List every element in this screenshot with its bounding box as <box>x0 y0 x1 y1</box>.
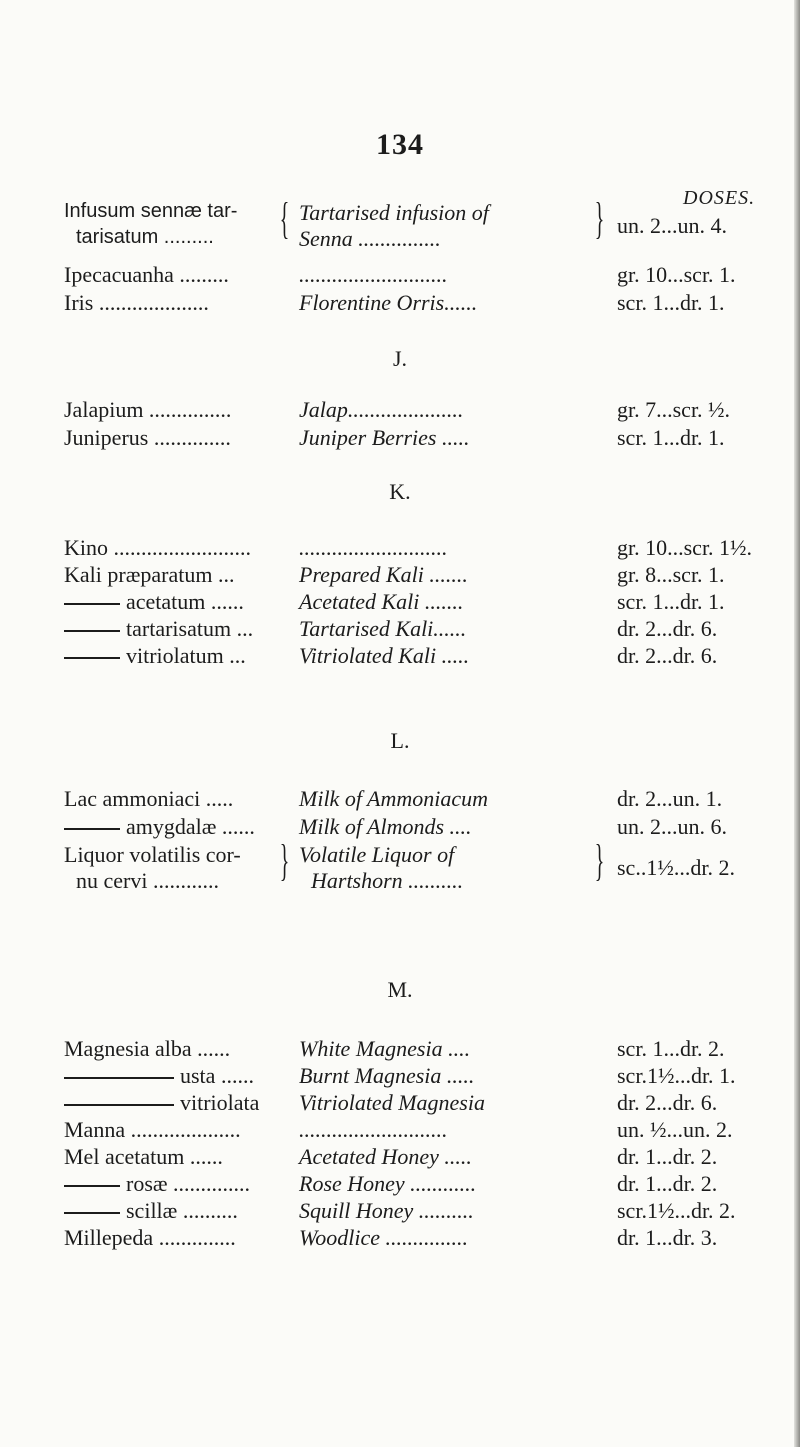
table-row <box>64 1144 774 1174</box>
latin-name-text: vitriolata <box>180 1090 260 1115</box>
latin-name: Kino ......................... <box>64 535 251 560</box>
table-row <box>64 1117 774 1147</box>
dose: dr. 2...dr. 6. <box>617 1090 718 1115</box>
table-row <box>64 290 774 320</box>
section-letter-l: L. <box>390 728 410 753</box>
latin-name: Lac ammoniaci ..... <box>64 786 234 811</box>
dose: gr. 10...scr. 1. <box>617 262 736 287</box>
english-name: Tartarised Kali...... <box>299 616 467 641</box>
dose: dr. 1...dr. 3. <box>617 1225 718 1250</box>
latin-name-text: amygdalæ ...... <box>126 814 255 839</box>
dose: scr. 1...dr. 1. <box>617 589 725 614</box>
english-name: Vitriolated Magnesia <box>299 1090 485 1115</box>
latin-name-line1: Liquor volatilis cor- <box>64 842 241 867</box>
english-name-line2: Senna ............... <box>299 226 441 251</box>
table-row <box>64 1198 774 1228</box>
english-name: ........................... <box>299 1117 448 1142</box>
english-name <box>299 842 604 893</box>
latin-name <box>64 1090 294 1116</box>
table-row <box>64 425 774 455</box>
english-name: Vitriolated Kali ..... <box>299 643 470 668</box>
english-name: Florentine Orris...... <box>299 290 478 315</box>
ditto-dash <box>64 1212 120 1214</box>
dose: gr. 7...scr. ½. <box>617 397 731 422</box>
english-name: Rose Honey ............ <box>299 1171 477 1196</box>
dose: un. 2...un. 4. <box>617 213 727 238</box>
table-row <box>64 1225 774 1255</box>
english-name: Woodlice ............... <box>299 1225 469 1250</box>
english-name: Squill Honey .......... <box>299 1198 474 1223</box>
ditto-dash <box>64 1104 174 1106</box>
table-row <box>64 535 774 565</box>
latin-name-line2: nu cervi ............ <box>76 868 219 893</box>
table-row <box>64 1090 774 1120</box>
latin-name <box>64 842 294 893</box>
latin-name: Iris .................... <box>64 290 209 315</box>
latin-name-text: rosæ .............. <box>126 1171 251 1196</box>
latin-name-text: usta ...... <box>180 1063 254 1088</box>
latin-name <box>64 814 294 840</box>
ditto-dash <box>64 828 120 830</box>
latin-name: Magnesia alba ...... <box>64 1036 231 1061</box>
table-row <box>64 836 774 902</box>
dose: gr. 8...scr. 1. <box>617 562 725 587</box>
table-row <box>64 589 774 619</box>
latin-name-line1: Infusum sennæ tar- <box>64 200 238 222</box>
latin-name <box>64 1063 294 1089</box>
dose: dr. 2...dr. 6. <box>617 643 718 668</box>
table-row <box>64 562 774 592</box>
english-name: Prepared Kali ....... <box>299 562 468 587</box>
latin-name <box>64 589 294 615</box>
english-name: Juniper Berries ..... <box>299 425 470 450</box>
section-letter-k: K. <box>389 479 411 504</box>
dose: dr. 1...dr. 2. <box>617 1144 718 1169</box>
table-row <box>64 814 774 844</box>
dose: dr. 2...dr. 6. <box>617 616 718 641</box>
english-name <box>299 200 604 251</box>
brace-right: } <box>594 194 605 243</box>
latin-name <box>64 200 294 248</box>
page-edge-shadow <box>794 0 800 1447</box>
latin-name-text: acetatum ...... <box>126 589 244 614</box>
english-name: Milk of Almonds .... <box>299 814 472 839</box>
latin-name <box>64 1198 294 1224</box>
dose: scr.1½...dr. 2. <box>617 1198 736 1223</box>
english-name: Acetated Kali ....... <box>299 589 464 614</box>
latin-name <box>64 643 294 669</box>
ditto-dash <box>64 657 120 659</box>
brace-left: } <box>279 836 290 885</box>
english-name: Burnt Magnesia ..... <box>299 1063 475 1088</box>
doses-column-header: DOSES. <box>683 187 756 209</box>
english-name-line2: Hartshorn .......... <box>311 868 464 893</box>
latin-name: Mel acetatum ...... <box>64 1144 223 1169</box>
dose: scr. 1...dr. 1. <box>617 425 725 450</box>
english-name-line1: Volatile Liquor of <box>299 842 455 867</box>
ditto-dash <box>64 630 120 632</box>
dose: dr. 2...un. 1. <box>617 786 723 811</box>
latin-name-text: scillæ .......... <box>126 1198 238 1223</box>
dose: scr.1½...dr. 1. <box>617 1063 736 1088</box>
table-row <box>64 1171 774 1201</box>
english-name: Acetated Honey ..... <box>299 1144 472 1169</box>
latin-name-text: tartarisatum ... <box>126 616 254 641</box>
dose: dr. 1...dr. 2. <box>617 1171 718 1196</box>
table-row <box>64 397 774 427</box>
ditto-dash <box>64 603 120 605</box>
latin-name <box>64 616 294 642</box>
english-name: ........................... <box>299 535 448 560</box>
table-row <box>64 1036 774 1066</box>
section-letter-j: J. <box>392 346 408 371</box>
english-name: Jalap..................... <box>299 397 464 422</box>
latin-name <box>64 1171 294 1197</box>
english-name-line1: Tartarised infusion of <box>299 200 489 225</box>
brace-left: { <box>279 194 290 243</box>
english-name: Milk of Ammoniacum <box>299 786 489 811</box>
latin-name: Jalapium ............... <box>64 397 232 422</box>
dose: scr. 1...dr. 2. <box>617 1036 725 1061</box>
table-row <box>64 786 774 816</box>
latin-name: Juniperus .............. <box>64 425 231 450</box>
dose: un. ½...un. 2. <box>617 1117 733 1142</box>
latin-name: Millepeda .............. <box>64 1225 236 1250</box>
latin-name: Manna .................... <box>64 1117 241 1142</box>
dose: un. 2...un. 6. <box>617 814 727 839</box>
table-row <box>64 616 774 646</box>
english-name: White Magnesia .... <box>299 1036 471 1061</box>
english-name: ........................... <box>299 262 448 287</box>
latin-name-text: vitriolatum ... <box>126 643 246 668</box>
page-number: 134 <box>376 128 424 161</box>
latin-name: Ipecacuanha ......... <box>64 262 229 287</box>
dose: sc..1½...dr. 2. <box>617 855 735 880</box>
latin-name: Kali præparatum ... <box>64 562 235 587</box>
dose: gr. 10...scr. 1½. <box>617 535 753 560</box>
ditto-dash <box>64 1185 120 1187</box>
table-row <box>64 1063 774 1093</box>
brace-right: } <box>594 836 605 885</box>
table-row <box>64 262 774 292</box>
dose: scr. 1...dr. 1. <box>617 290 725 315</box>
table-row <box>64 643 774 673</box>
latin-name-line2: tarisatum ......... <box>76 226 214 248</box>
ditto-dash <box>64 1077 174 1079</box>
section-letter-m: M. <box>387 977 413 1002</box>
